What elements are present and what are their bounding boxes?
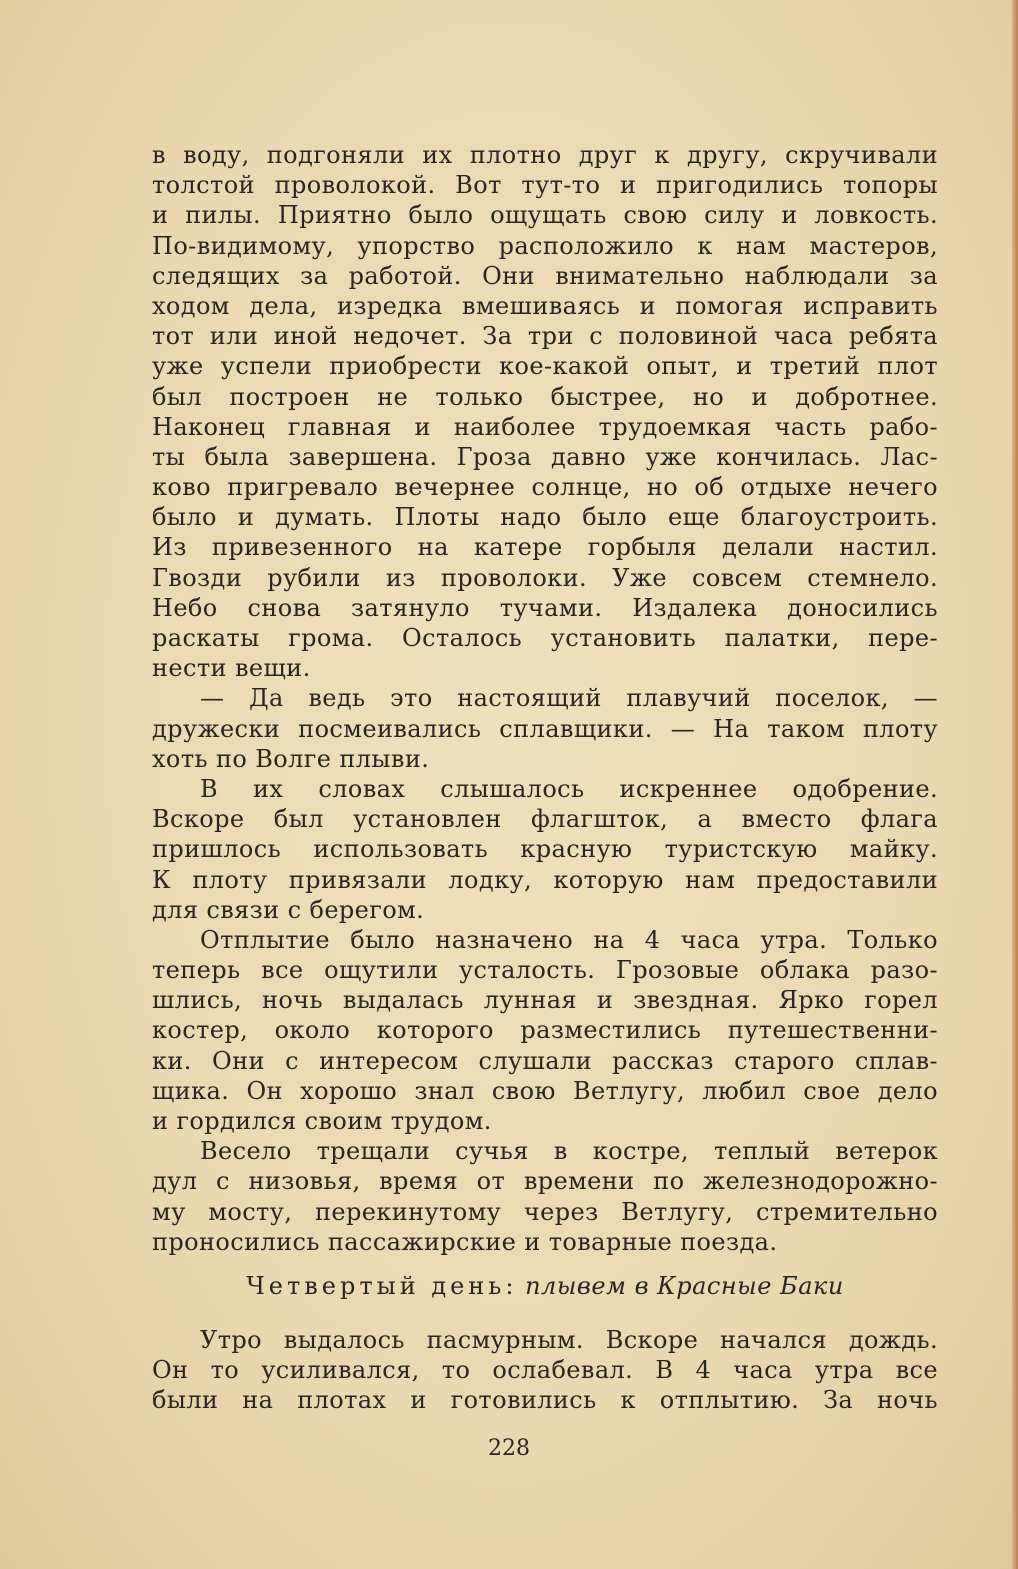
text-line: были на плотах и готовились к отплытию. За ночь xyxy=(152,1386,938,1415)
text-line: Небо снова затянуло тучами. Издалека доносились xyxy=(152,593,938,622)
text-line: Гвозди рубили из проволоки. Уже совсем стемнело. xyxy=(152,563,938,592)
text-line: толстой проволокой. Вот тут-то и пригодились топоры xyxy=(152,171,938,200)
page-number: 228 xyxy=(488,1436,530,1461)
text-line: в воду, подгоняли их плотно друг к другу, скручивали xyxy=(152,141,938,169)
text-line: Из привезенного на катере горбыля делали настил. xyxy=(152,533,938,562)
chapter-heading xyxy=(152,1270,938,1302)
text-line: дул с низовья, время от времени по железнодорожно- xyxy=(152,1167,938,1196)
text-line: ки. Они с интересом слушали рассказ старого сплав- xyxy=(152,1046,938,1075)
text-line: был построен не только быстрее, но и добротнее. xyxy=(152,382,938,411)
body-text-bottom xyxy=(152,1325,938,1416)
text-line: К плоту привязали лодку, которую нам предоставили xyxy=(152,865,938,894)
body-text-top xyxy=(152,140,938,1257)
text-line: Он то усиливался, то ослабевал. В 4 часа утра все xyxy=(152,1356,938,1385)
text-line: — Да ведь это настоящий плавучий поселок, — xyxy=(200,684,938,713)
text-line: шлись, ночь выдалась лунная и звездная. Ярко горел xyxy=(152,986,938,1015)
text-line: тот или иной недочет. За три с половиной часа ребята xyxy=(152,322,938,351)
text-line: проносились пассажирские и товарные поезда. xyxy=(152,1227,778,1256)
text-line: теперь все ощутили усталость. Грозовые облака разо- xyxy=(152,956,938,985)
text-line: уже успели приобрести кое-какой опыт, и третий плот xyxy=(152,352,938,381)
text-line: Вскоре был установлен флагшток, а вместо флага xyxy=(152,805,938,834)
text-line: для связи с берегом. xyxy=(152,895,425,924)
text-line: дружески посмеивались сплавщики. — На таком плоту xyxy=(152,714,938,743)
heading-italic: плывем в Красные Баки xyxy=(525,1272,844,1300)
text-line: По-видимому, упорство расположило к нам мастеров, xyxy=(152,231,938,260)
text-line: Утро выдалось пасмурным. Вскоре начался дождь. xyxy=(200,1326,938,1354)
text-line: Весело трещали сучья в костре, теплый ветерок xyxy=(200,1137,938,1166)
heading-plain: Четвертый день: xyxy=(246,1272,518,1300)
text-line: было и думать. Плоты надо было еще благоустроить. xyxy=(152,503,938,532)
text-line: ты была завершена. Гроза давно уже кончилась. Лас- xyxy=(152,442,938,471)
text-line: Наконец главная и наиболее трудоемкая часть рабо- xyxy=(152,412,938,441)
text-line: раскаты грома. Осталось установить палатки, пере- xyxy=(152,624,938,652)
text-line: нести вещи. xyxy=(152,654,311,683)
page-edge xyxy=(1012,0,1018,1569)
text-line: хоть по Волге плыви. xyxy=(152,744,430,773)
text-line: щика. Он хорошо знал свою Ветлугу, любил свое дело xyxy=(152,1076,938,1105)
text-line: и пилы. Приятно было ощущать свою силу и ловкость. xyxy=(152,201,938,230)
text-line: следящих за работой. Они внимательно наблюдали за xyxy=(152,261,938,290)
text-line: костер, около которого разместились путешественни- xyxy=(152,1016,938,1045)
text-line: пришлось использовать красную туристскую майку. xyxy=(152,835,938,864)
text-line: В их словах слышалось искреннее одобрение. xyxy=(200,774,938,803)
text-line: ходом дела, изредка вмешиваясь и помогая исправить xyxy=(152,291,938,320)
text-line: Отплытие было назначено на 4 часа утра. Только xyxy=(200,925,938,954)
text-line: и гордился своим трудом. xyxy=(152,1107,492,1135)
text-line: ково пригревало вечернее солнце, но об отдыхе нечего xyxy=(152,473,938,502)
text-line: му мосту, перекинутому через Ветлугу, стремительно xyxy=(152,1197,938,1226)
